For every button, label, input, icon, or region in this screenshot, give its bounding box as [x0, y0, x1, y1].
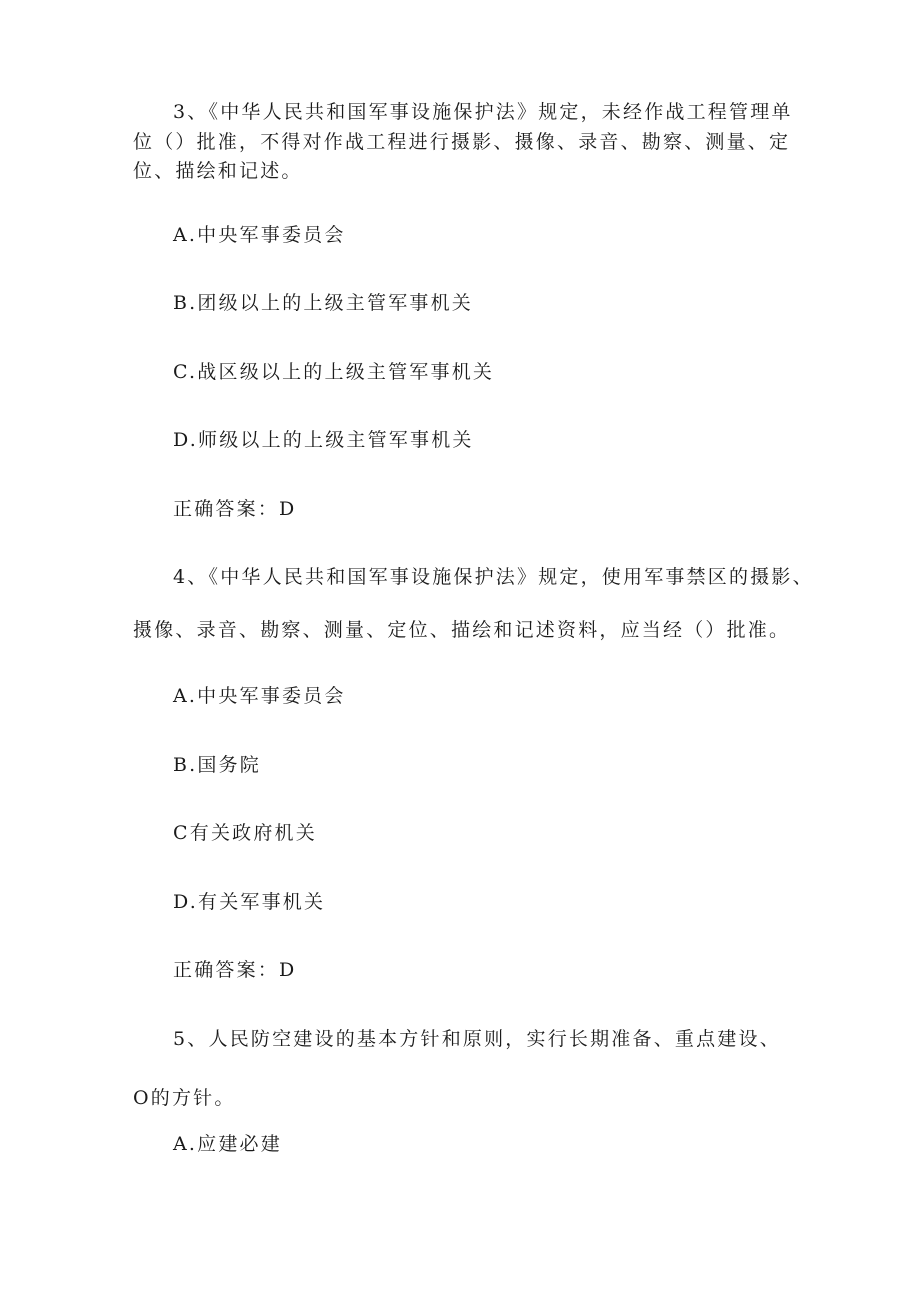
question-3-stem-line-2: 位（）批准，不得对作战工程进行摄影、摄像、录音、勘察、测量、定	[133, 131, 791, 153]
question-4-option-a: A.中央军事委员会	[173, 685, 346, 707]
question-5-option-a: A.应建必建	[173, 1133, 282, 1155]
question-4-option-c: C有关政府机关	[173, 822, 317, 844]
question-4-answer: 正确答案：D	[173, 959, 297, 981]
question-5-stem-line-2: O的方针。	[133, 1087, 236, 1109]
question-3-answer: 正确答案：D	[173, 498, 297, 520]
question-3-option-a: A.中央军事委员会	[173, 224, 346, 246]
question-3-option-b: B.团级以上的上级主管军事机关	[173, 292, 474, 314]
question-3-stem-line-3: 位、描绘和记述。	[133, 160, 303, 182]
question-4-stem-line-2: 摄像、录音、勘察、测量、定位、描绘和记述资料，应当经（）批准。	[133, 619, 791, 641]
question-4-stem-line-1: 4、《中华人民共和国军事设施保护法》规定，使用军事禁区的摄影、	[173, 566, 814, 588]
question-4-option-b: B.国务院	[173, 754, 262, 776]
question-3-option-d: D.师级以上的上级主管军事机关	[173, 429, 474, 451]
question-4-option-d: D.有关军事机关	[173, 891, 326, 913]
question-3-stem-line-1: 3、《中华人民共和国军事设施保护法》规定，未经作战工程管理单	[173, 101, 793, 123]
question-5-stem-line-1: 5、人民防空建设的基本方针和原则，实行长期准备、重点建设、	[173, 1028, 781, 1050]
question-3-option-c: C.战区级以上的上级主管军事机关	[173, 361, 495, 383]
